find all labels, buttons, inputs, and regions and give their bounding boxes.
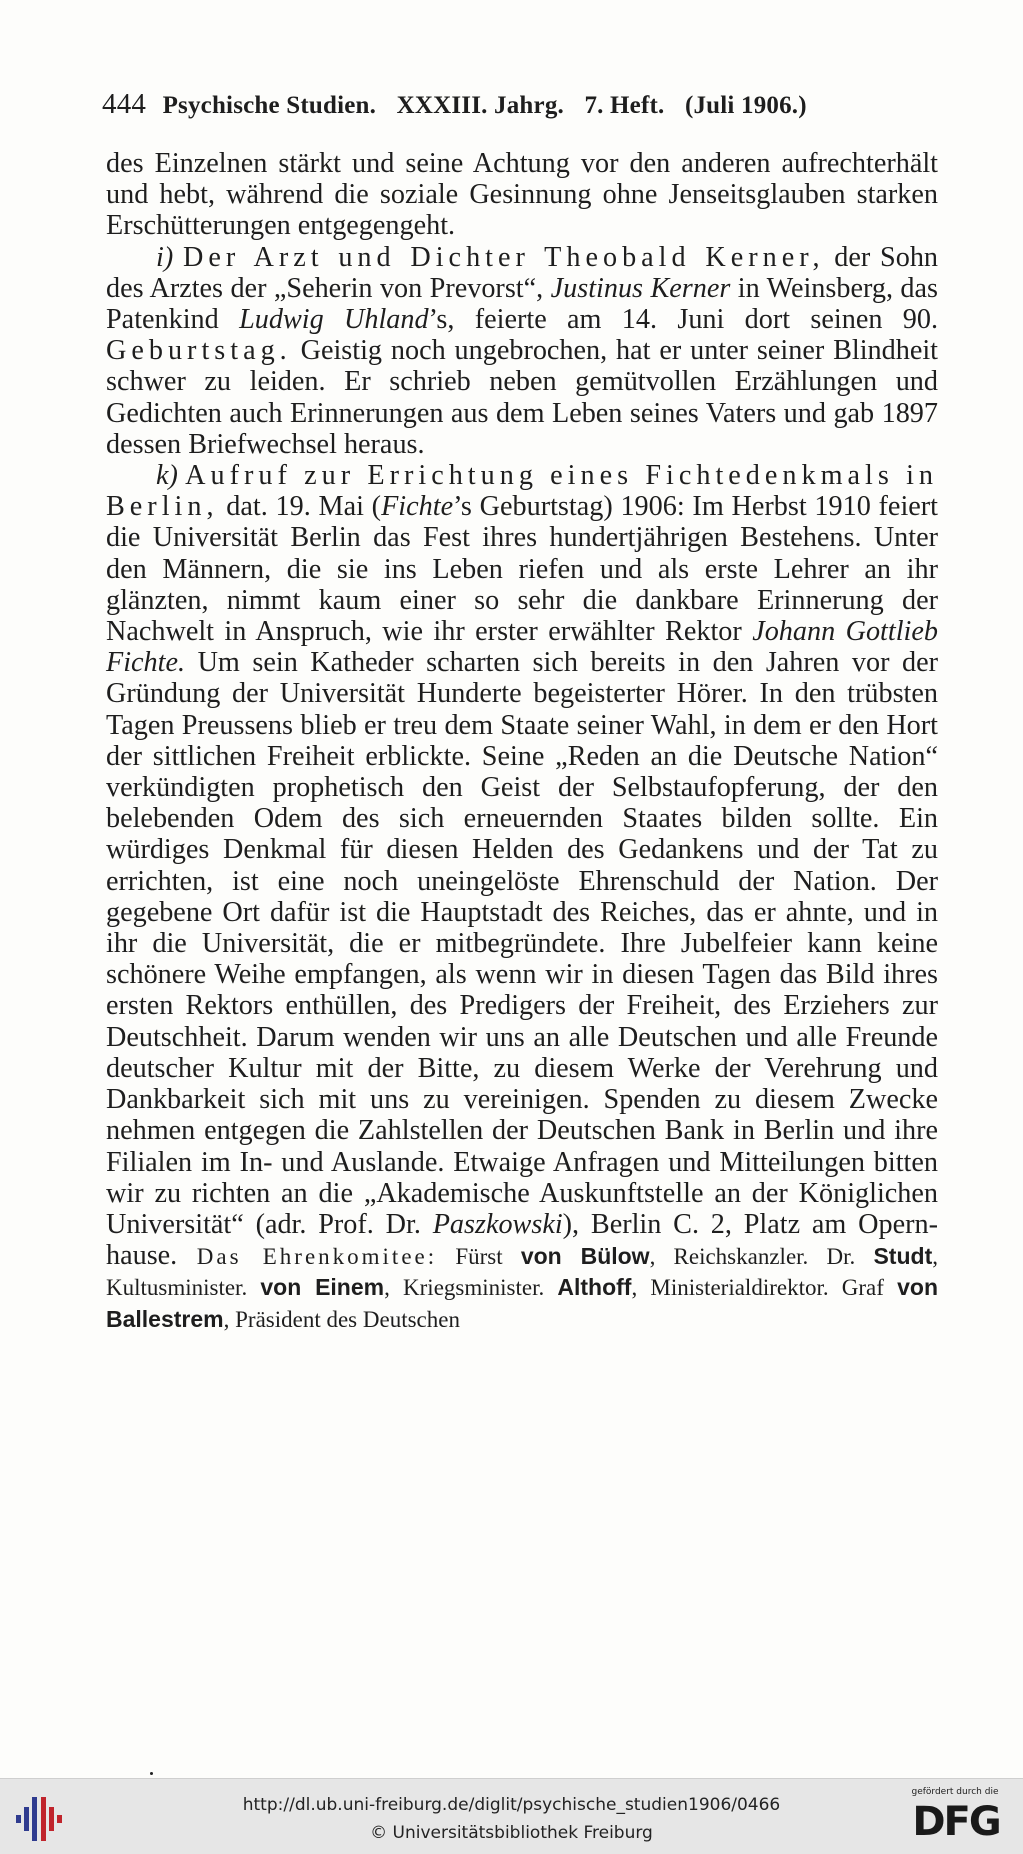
running-header (102, 88, 940, 121)
dfg-logo (900, 1787, 1010, 1849)
paragraph-continued: des Einzelnen stärkt und seine Achtung vor den anderen aufrechterhält und hebt, während die soziale Gesinnung ohne Jenseitsglauben starken Erschütterungen entgegengeht. (106, 148, 938, 242)
text-run: in Weinsberg, das Patenkind (106, 272, 939, 336)
volume: XXXIII. Jahrg. (396, 92, 564, 119)
person-name: Paszkowski (432, 1208, 563, 1240)
issue: 7. Heft. (584, 92, 665, 119)
journal-title: Psychische Studien. (162, 92, 377, 119)
viewer-footer (0, 1778, 1023, 1854)
text-run: , Ministerialdirektor. Graf (631, 1275, 898, 1301)
text-run: der Sohn des Arztes der „Seherin von Prevorst“, (106, 241, 939, 304)
text-run: dat. 19. Mai ( (218, 491, 382, 523)
committee-member: von Ballestrem (106, 1274, 938, 1332)
body-text (106, 148, 938, 1334)
permalink-url[interactable]: http://dl.ub.uni-freiburg.de/diglit/psychische_studien1906/0466 (242, 1795, 781, 1815)
person-name: Justinus Kerner (550, 272, 731, 304)
speck (150, 1772, 153, 1775)
paragraph-kerner (106, 242, 938, 460)
committee-member: Althoff (557, 1274, 632, 1301)
text-run: ’s, feierte am 14. Juni dort seinen 90. (428, 304, 938, 336)
text-run: , Kriegsminister. (384, 1275, 558, 1301)
text-run: , Reichskanzler. Dr. (649, 1244, 874, 1270)
text-run: Fürst (437, 1244, 521, 1270)
spaced-word: Geburtstag. (106, 335, 292, 367)
committee-heading: Das Ehrenkomitee: (196, 1244, 438, 1270)
spaced-heading: Der Arzt und Dichter Theobald Kerner, (183, 241, 825, 273)
text-run: , Präsident des Deutschen (223, 1306, 460, 1332)
text-run: ’s Geburtstag) 1906: Im Herbst 1910 feiert die Universität Berlin das Fest ihres hundertjährigen Bestehens. Unter den Männern, die sie ins Leben riefen und als erste Lehrer an ihr glänzten, nimmt kaum einer so sehr die dankbare Erinnerung der Nachwelt in Anspruch, wie ihr erster erwählter Rektor (106, 491, 938, 648)
text-run: Um sein Katheder scharten sich bereits in den Jahren vor der Gründung der Universität Hunderte begeisterter Hörer. In den trübsten Tagen Preussens blieb er treu dem Staate seiner Wahl, in dem er den Hort der sittlichen Freiheit erblickte. Seine „Reden an die Deutsche Nation“ verkündigten prophetisch den Geist der Selbstaufopferung, der den belebenden Odem des sich erneuernden Staates bilden sollte. Ein würdiges Denkmal für diesen Helden des Gedankens und der Tat zu errichten, ist eine noch uneingelöste Ehrenschuld der Nation. Der gegebene Ort dafür ist die Hauptstadt des Reiches, das er ahnte, und in ihr die Universität, die er mitbegründete. Ihre Jubelfeier kann keine schönere Weihe empfangen, als wenn wir in diesen Tagen das Bild ihres ersten Rektors enthüllen, des Predigers der Freiheit, des Erziehers zur Deutschheit. Darum wenden wir uns an alle Deutschen und alle Freunde deutscher Kultur mit der Bitte, zu diesem Werke der Verehrung und Dankbarkeit sich mit uns zu vereinigen. Spenden zu diesem Zwecke nehmen entgegen die Zahlstellen der Deutschen Bank in Berlin und ihre Filialen im In- und Auslande. Etwaige Anfragen und Mitteilungen bitten wir zu richten an die „Akademische Auskunftstelle an der Königlichen Universität“ (adr. Prof. Dr. (106, 647, 938, 1240)
person-name: Johann Gottlieb Fichte. (106, 616, 938, 679)
dfg-wordmark: DFG (912, 1799, 1000, 1845)
item-letter: i) (156, 241, 174, 273)
item-letter: k) (156, 460, 178, 492)
copyright-notice: © Universitätsbibliothek Freiburg (370, 1823, 653, 1843)
committee-list (106, 1244, 938, 1331)
committee-member: von Einem (260, 1274, 385, 1301)
committee-member: von Bülow (520, 1243, 650, 1270)
dfg-caption: gefördert durch die (911, 1787, 999, 1797)
paragraph-fichte (106, 460, 938, 1334)
page-number: 444 (102, 88, 147, 120)
person-name: Fichte (381, 491, 454, 523)
committee-member: Studt (873, 1243, 933, 1270)
person-name: Ludwig Uhland (239, 304, 429, 336)
text-run: Geistig noch ungebrochen, hat er unter seiner Blindheit schwer zu leiden. Er schrieb neben gemütvollen Erzählungen und Gedichten auch Erinnerungen aus dem Leben seines Vaters und gab 1897 dessen Briefwechsel heraus. (106, 335, 938, 460)
spaced-heading: Aufruf zur Errichtung eines Fichtedenkmals in Berlin, (106, 460, 939, 523)
issue-date: (Juli 1906.) (684, 92, 807, 119)
text-run: , Kultusminister. (106, 1244, 938, 1301)
text-run: ), Berlin C. 2, Platz am Opernhause. (106, 1208, 938, 1272)
